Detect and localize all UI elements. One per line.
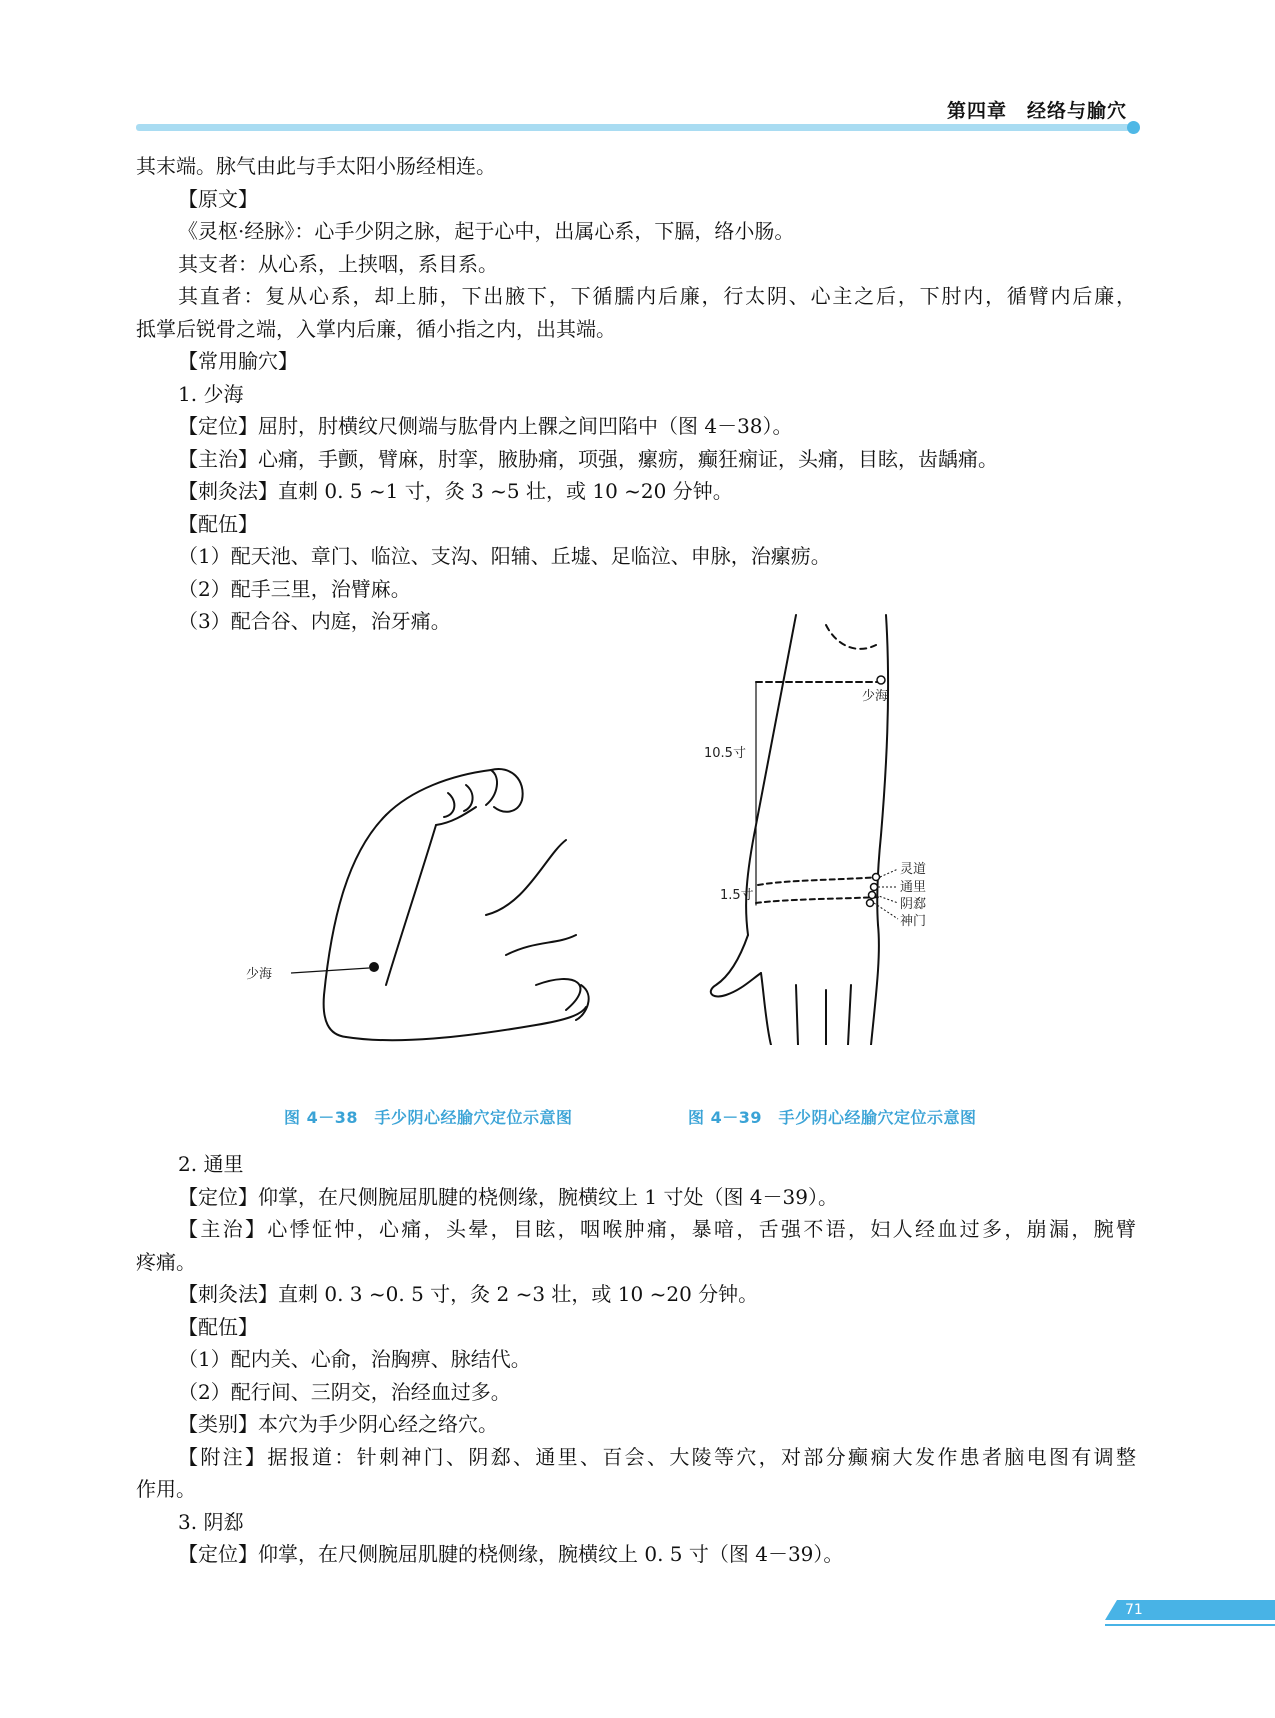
lingdao-point-marker: [873, 874, 880, 881]
shaohai-point-marker: [369, 962, 379, 972]
paragraph: 疼痛。: [136, 1249, 196, 1274]
paragraph: 其支者：从心系，上挟咽，系目系。: [178, 251, 498, 276]
paragraph: 【刺灸法】直刺 0. 3 ~0. 5 寸，灸 2 ~3 壮，或 10 ~20 分钟。: [178, 1282, 759, 1306]
fig38-shaohai-label: 少海: [246, 967, 273, 982]
figure-4-39-illustration: [686, 605, 986, 1045]
list-item: （2）配行间、三阴交，治经血过多。: [178, 1379, 511, 1404]
figure-4-39-caption: 图 4－39 手少阴心经腧穴定位示意图: [688, 1108, 977, 1127]
tongli-point-marker: [871, 884, 878, 891]
figure-4-38-illustration: [236, 655, 716, 1095]
list-item: （2）配手三里，治臂麻。: [178, 576, 411, 601]
paragraph: 【类别】本穴为手少阴心经之络穴。: [178, 1412, 498, 1436]
footer-line: [1105, 1624, 1275, 1626]
paragraph: 《灵枢·经脉》：心手少阴之脉，起于心中，出属心系，下膈，络小肠。: [178, 219, 795, 243]
list-item: （1）配内关、心俞，治胸痹、脉结代。: [178, 1347, 531, 1371]
acupoint-title: 3. 阴郄: [178, 1509, 244, 1534]
figure-area: [136, 655, 1136, 1135]
acupoint-title: 2. 通里: [178, 1152, 244, 1176]
list-item: （1）配天池、章门、临泣、支沟、阳辅、丘墟、足临泣、申脉，治瘰疬。: [178, 544, 831, 568]
paragraph: 【配伍】: [178, 511, 258, 536]
shaohai-point-marker: [877, 676, 885, 684]
paragraph: 作用。: [136, 1477, 196, 1501]
figure-4-38-caption: 图 4－38 手少阴心经腧穴定位示意图: [284, 1108, 573, 1127]
page-number: 71: [1125, 1602, 1143, 1618]
paragraph: 【主治】心痛，手颤，臂麻，肘挛，腋胁痛，项强，瘰疬，癫狂痫证，头痛，目眩，齿龋痛。: [178, 446, 998, 471]
section-heading: 【原文】: [178, 186, 258, 211]
paragraph: 【附注】据报道：针刺神门、阴郄、通里、百会、大陵等穴，对部分癫痫大发作患者脑电图有调整: [178, 1444, 1136, 1469]
yinxi-point-marker: [869, 892, 876, 899]
acupoint-title: 1. 少海: [178, 381, 244, 406]
paragraph: 【定位】仰掌，在尺侧腕屈肌腱的桡侧缘，腕横纹上 0. 5 寸（图 4－39）。: [178, 1542, 844, 1566]
paragraph: 【主治】心悸怔忡，心痛，头晕，目眩，咽喉肿痛，暴喑，舌强不语，妇人经血过多，崩漏，腕臂: [178, 1217, 1136, 1241]
fig39-shenmen-label: 神门: [900, 914, 927, 929]
paragraph: 【定位】屈肘，肘横纹尺侧端与肱骨内上髁之间凹陷中（图 4－38）。: [178, 414, 793, 438]
paragraph: 抵掌后锐骨之端，入掌内后廉，循小指之内，出其端。: [136, 316, 616, 341]
fig39-dimension-1-5: 1.5寸: [720, 888, 754, 903]
body-text-bottom: [136, 1148, 1136, 1571]
fig39-yinxi-label: 阴郄: [900, 897, 927, 912]
paragraph: 其直者：复从心系，却上肺，下出腋下，下循臑内后廉，行太阴、心主之后，下肘内，循臂内后廉，: [178, 284, 1136, 308]
shenmen-point-marker: [867, 900, 874, 907]
fig39-lingdao-label: 灵道: [900, 862, 927, 877]
section-heading: 【常用腧穴】: [178, 349, 298, 373]
header-dot: [1127, 121, 1140, 134]
paragraph: 【刺灸法】直刺 0. 5 ~1 寸，灸 3 ~5 壮，或 10 ~20 分钟。: [178, 479, 733, 503]
chapter-title: 第四章 经络与腧穴: [946, 100, 1127, 122]
header-rule: [136, 124, 1130, 131]
fig39-shaohai-label: 少海: [862, 689, 889, 704]
body-text-top: [136, 150, 1136, 638]
paragraph: 【配伍】: [178, 1314, 258, 1339]
list-item: （3）配合谷、内庭，治牙痛。: [178, 609, 451, 633]
paragraph: 【定位】仰掌，在尺侧腕屈肌腱的桡侧缘，腕横纹上 1 寸处（图 4－39）。: [178, 1184, 838, 1209]
fig39-dimension-10-5: 10.5寸: [704, 746, 746, 761]
fig39-tongli-label: 通里: [900, 880, 927, 895]
paragraph: 其末端。脉气由此与手太阳小肠经相连。: [136, 154, 496, 178]
